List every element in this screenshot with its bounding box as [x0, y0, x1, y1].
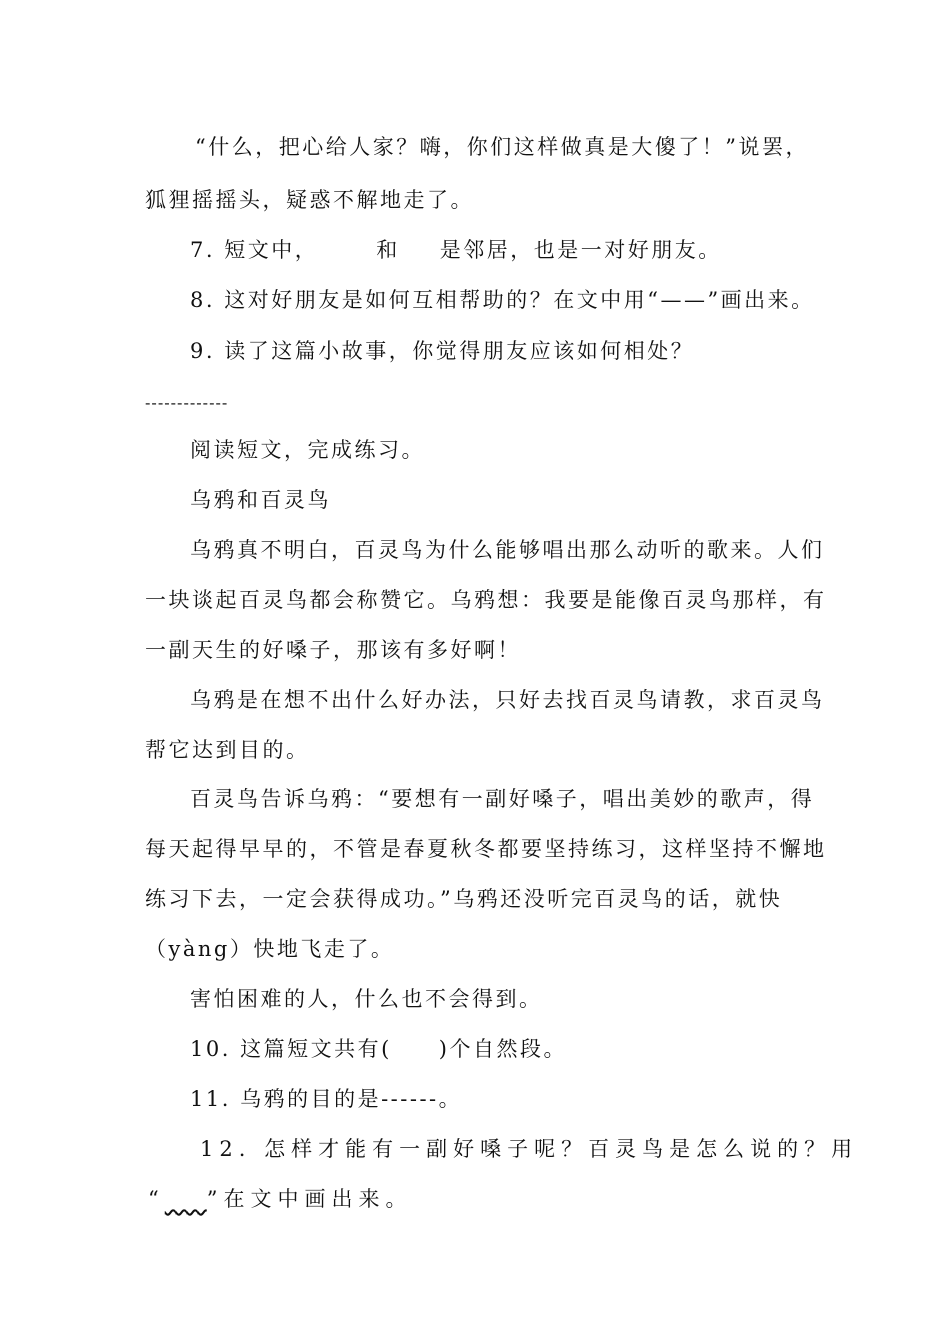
paragraph-1-line-3: 一副天生的好嗓子，那该有多好啊！	[145, 638, 521, 662]
paragraph-1-line-2: 一块谈起百灵鸟都会称赞它。乌鸦想：我要是能像百灵鸟那样，有	[145, 588, 827, 612]
reading-instruction: 阅读短文，完成练习。	[190, 438, 425, 462]
paragraph-4: 害怕困难的人，什么也不会得到。	[190, 987, 543, 1011]
question-12-line-2	[148, 1184, 413, 1214]
section-divider: -------------	[145, 393, 229, 412]
paragraph-3-line-4: （yàng）快地飞走了。	[145, 937, 395, 961]
paragraph-1-line-1: 乌鸦真不明白，百灵鸟为什么能够唱出那么动听的歌来。人们	[190, 538, 825, 562]
question-7	[190, 235, 722, 265]
paragraph-2-line-2: 帮它达到目的。	[145, 738, 310, 762]
question-10: 10. 这篇短文共有( )个自然段。	[190, 1037, 567, 1061]
question-11: 11. 乌鸦的目的是------。	[190, 1087, 463, 1111]
paragraph-2-line-1: 乌鸦是在想不出什么好办法，只好去找百灵鸟请教，求百灵鸟	[190, 688, 825, 712]
question-7-part-2: 和	[376, 238, 400, 262]
question-12-line-2-text: ”在文中画出来。	[206, 1187, 413, 1211]
paragraph-3-line-2: 每天起得早早的，不管是春夏秋冬都要坚持练习，这样坚持不懈地	[145, 837, 827, 861]
wavy-line-sample	[165, 1187, 207, 1211]
question-7-part-3: 是邻居，也是一对好朋友。	[439, 238, 722, 262]
question-7-part-1: 7. 短文中，	[190, 238, 319, 262]
open-quote: “	[148, 1187, 165, 1211]
question-8: 8. 这对好朋友是如何互相帮助的？在文中用“——”画出来。	[190, 288, 815, 312]
paragraph-3-line-3: 练习下去，一定会获得成功。”乌鸦还没听完百灵鸟的话，就快	[145, 887, 783, 911]
story-line-2: 狐狸摇摇头，疑惑不解地走了。	[145, 188, 474, 212]
story-line-1: “什么，把心给人家？嗨，你们这样做真是大傻了！”说罢，	[195, 135, 809, 159]
question-9: 9. 读了这篇小故事，你觉得朋友应该如何相处？	[190, 339, 695, 363]
question-12-line-1: 12. 怎样才能有一副好嗓子呢？百灵鸟是怎么说的？用	[200, 1137, 859, 1161]
paragraph-3-line-1: 百灵鸟告诉乌鸦：“要想有一副好嗓子，唱出美妙的歌声，得	[190, 787, 815, 811]
passage-title: 乌鸦和百灵鸟	[190, 488, 331, 512]
